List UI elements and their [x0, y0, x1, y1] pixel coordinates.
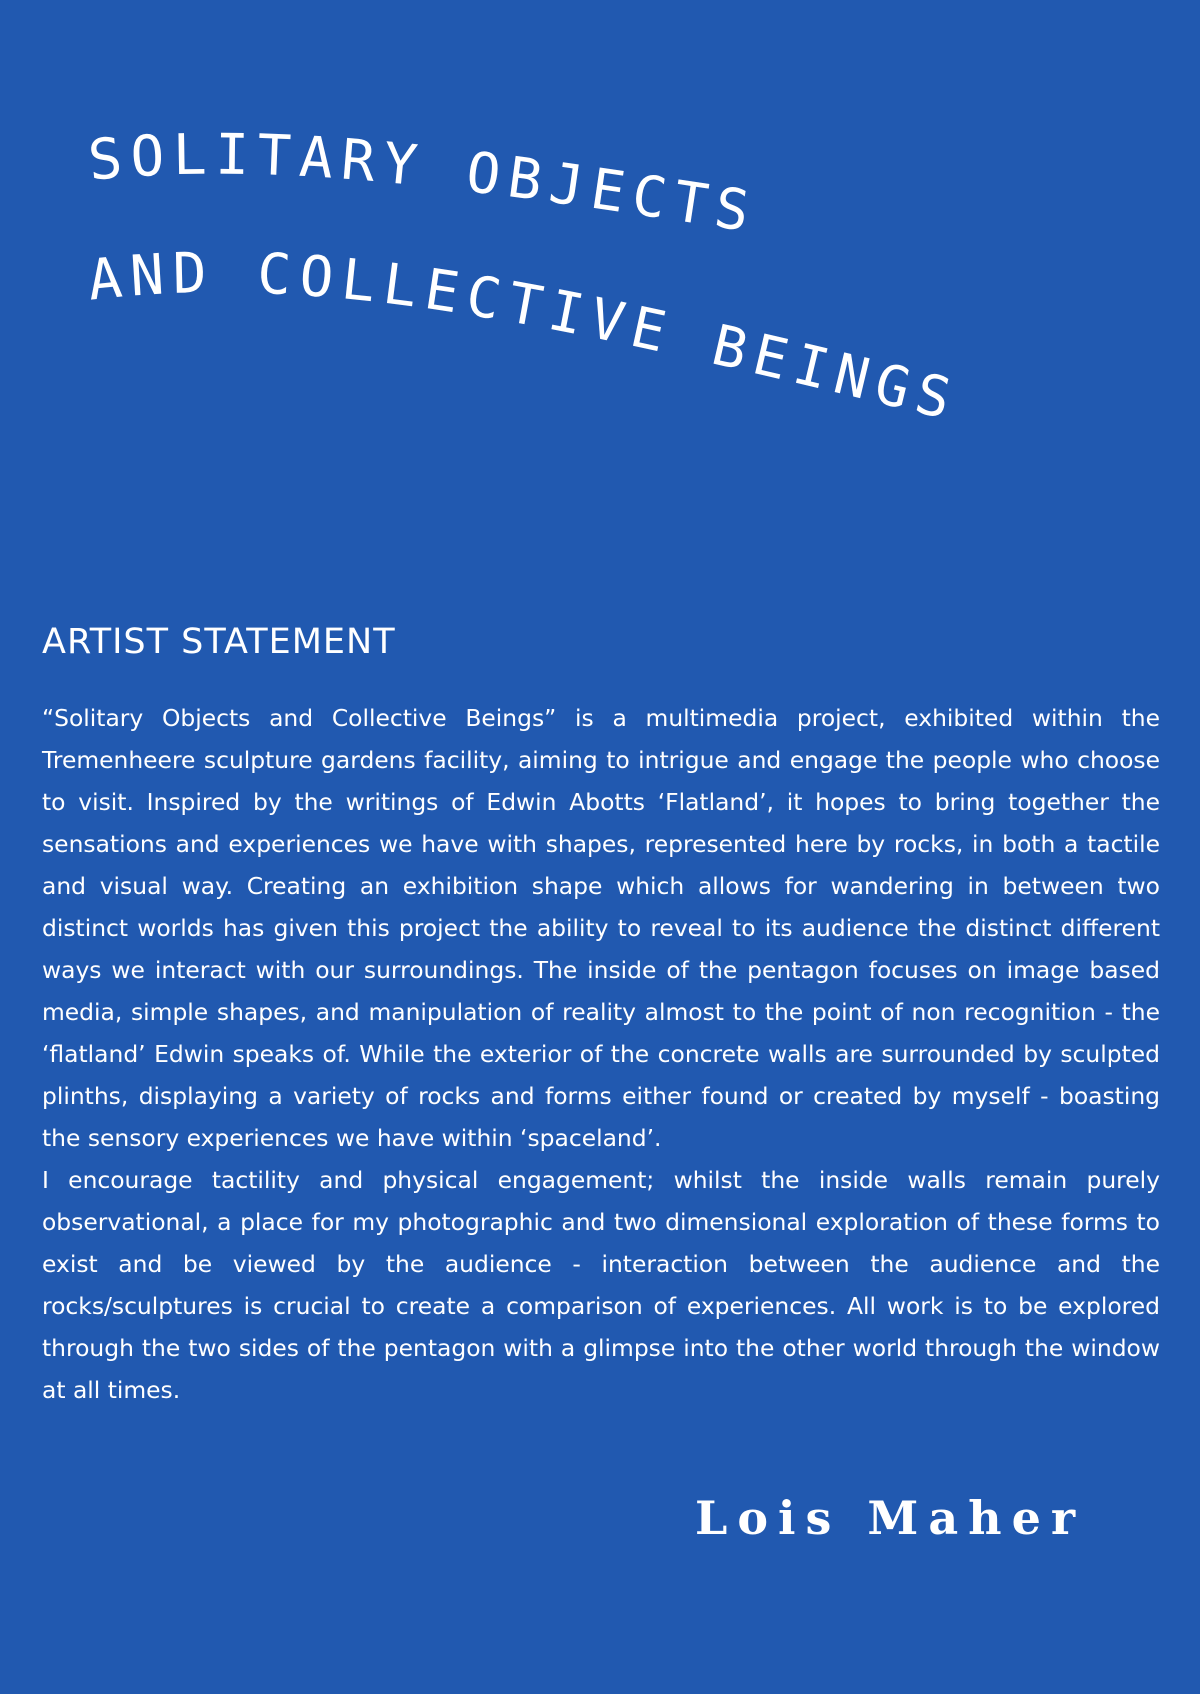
- title-line-1: SOLITARY OBJECTS: [85, 122, 762, 246]
- signature-text: Lois Maher: [695, 1491, 1086, 1545]
- title-line-2: AND COLLECTIVE BEINGS: [84, 241, 965, 435]
- handwritten-title: [80, 120, 1030, 500]
- statement-paragraph-1: “Solitary Objects and Collective Beings” is a multimedia project, exhibited within the Tremenheere sculpture gardens facility, aiming to intrigue and engage the people who choose to visit. Inspired by the writings of Edwin Abotts ‘Flatland’, it hopes to bring together the sensations and experiences we have with shapes, represented here by rocks, in both a tactile and visual way. Creating an exhibition shape which allows for wandering in between two distinct worlds has given this project the ability to reveal to its audience the distinct different ways we interact with our surroundings. The inside of the pentagon focuses on image based media, simple shapes, and manipulation of reality almost to the point of non recognition - the ‘flatland’ Edwin speaks of. While the exterior of the concrete walls are surrounded by sculpted plinths, displaying a variety of rocks and forms either found or created by myself - boasting the sensory experiences we have within ‘spaceland’.: [42, 704, 1160, 1152]
- artist-signature: [685, 1472, 1105, 1562]
- section-heading: ARTIST STATEMENT: [42, 622, 396, 662]
- statement-paragraph-2: I encourage tactility and physical engagement; whilst the inside walls remain purely observational, a place for my photographic and two dimensional exploration of these forms to exist and be viewed by the audience - interaction between the audience and the rocks/sculptures is crucial to create a comparison of experiences. All work is to be explored through the two sides of the pentagon with a glimpse into the other world through the window at all times.: [42, 1166, 1160, 1404]
- statement-body: [42, 697, 1160, 1411]
